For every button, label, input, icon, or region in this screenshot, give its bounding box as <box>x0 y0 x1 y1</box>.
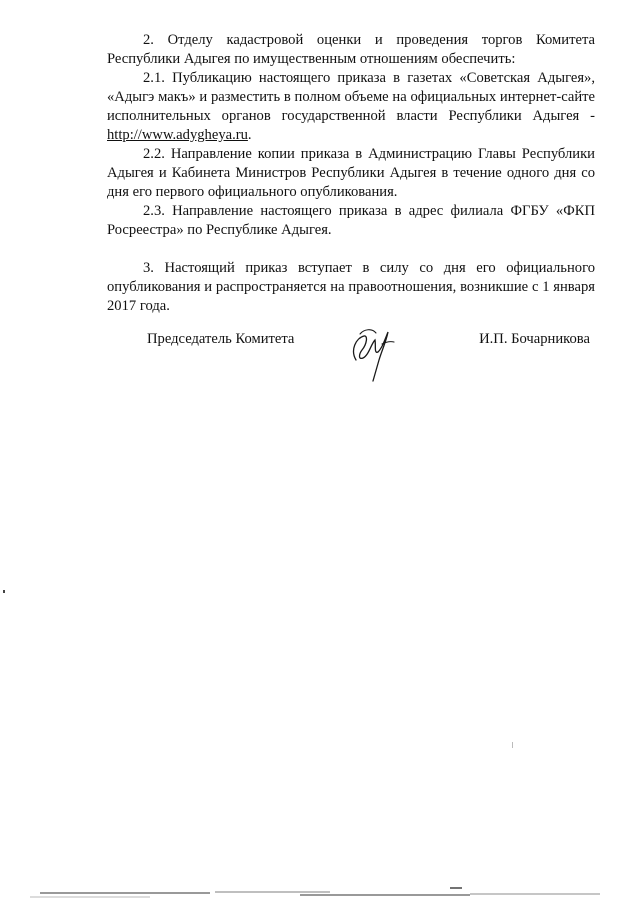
scan-edge-lines <box>0 880 640 900</box>
scan-mark <box>3 590 5 593</box>
paragraph-gap <box>107 240 595 259</box>
scan-speck <box>512 742 513 748</box>
paragraph-2: 2. Отделу кадастровой оценки и проведения торгов Комитета Республики Адыгея по имущественным отношениям обеспечить: <box>107 32 595 67</box>
signatory-title: Председатель Комитета <box>147 331 295 347</box>
document-body <box>107 31 595 316</box>
paragraph-2-2: 2.2. Направление копии приказа в Администрацию Главы Республики Адыгея и Кабинета Министров Республики Адыгея в течение одного дня со дня его первого официального опубликования. <box>107 146 595 200</box>
handwritten-signature <box>342 320 402 382</box>
paragraph-2-1-end: . <box>247 127 252 143</box>
paragraph-2-1 <box>107 69 595 145</box>
paragraph-2-3: 2.3. Направление настоящего приказа в адрес филиала ФГБУ «ФКП Росреестра» по Республике Адыгея. <box>107 203 595 238</box>
paragraph-3: 3. Настоящий приказ вступает в силу со дня его официального опубликования и распространяется на правоотношения, возникшие с 1 января 2017 года. <box>107 260 595 314</box>
signature-block <box>107 320 595 380</box>
website-link[interactable]: http://www.adygheya.ru <box>107 127 248 143</box>
paragraph-2-1-text: 2.1. Публикацию настоящего приказа в газетах «Советская Адыгея», «Адыгэ макъ» и разместить в полном объеме на официальных интернет-сайте исполнительных органов государственной власти Республики Адыгея - <box>107 70 595 124</box>
signatory-name: И.П. Бочарникова <box>479 331 590 347</box>
